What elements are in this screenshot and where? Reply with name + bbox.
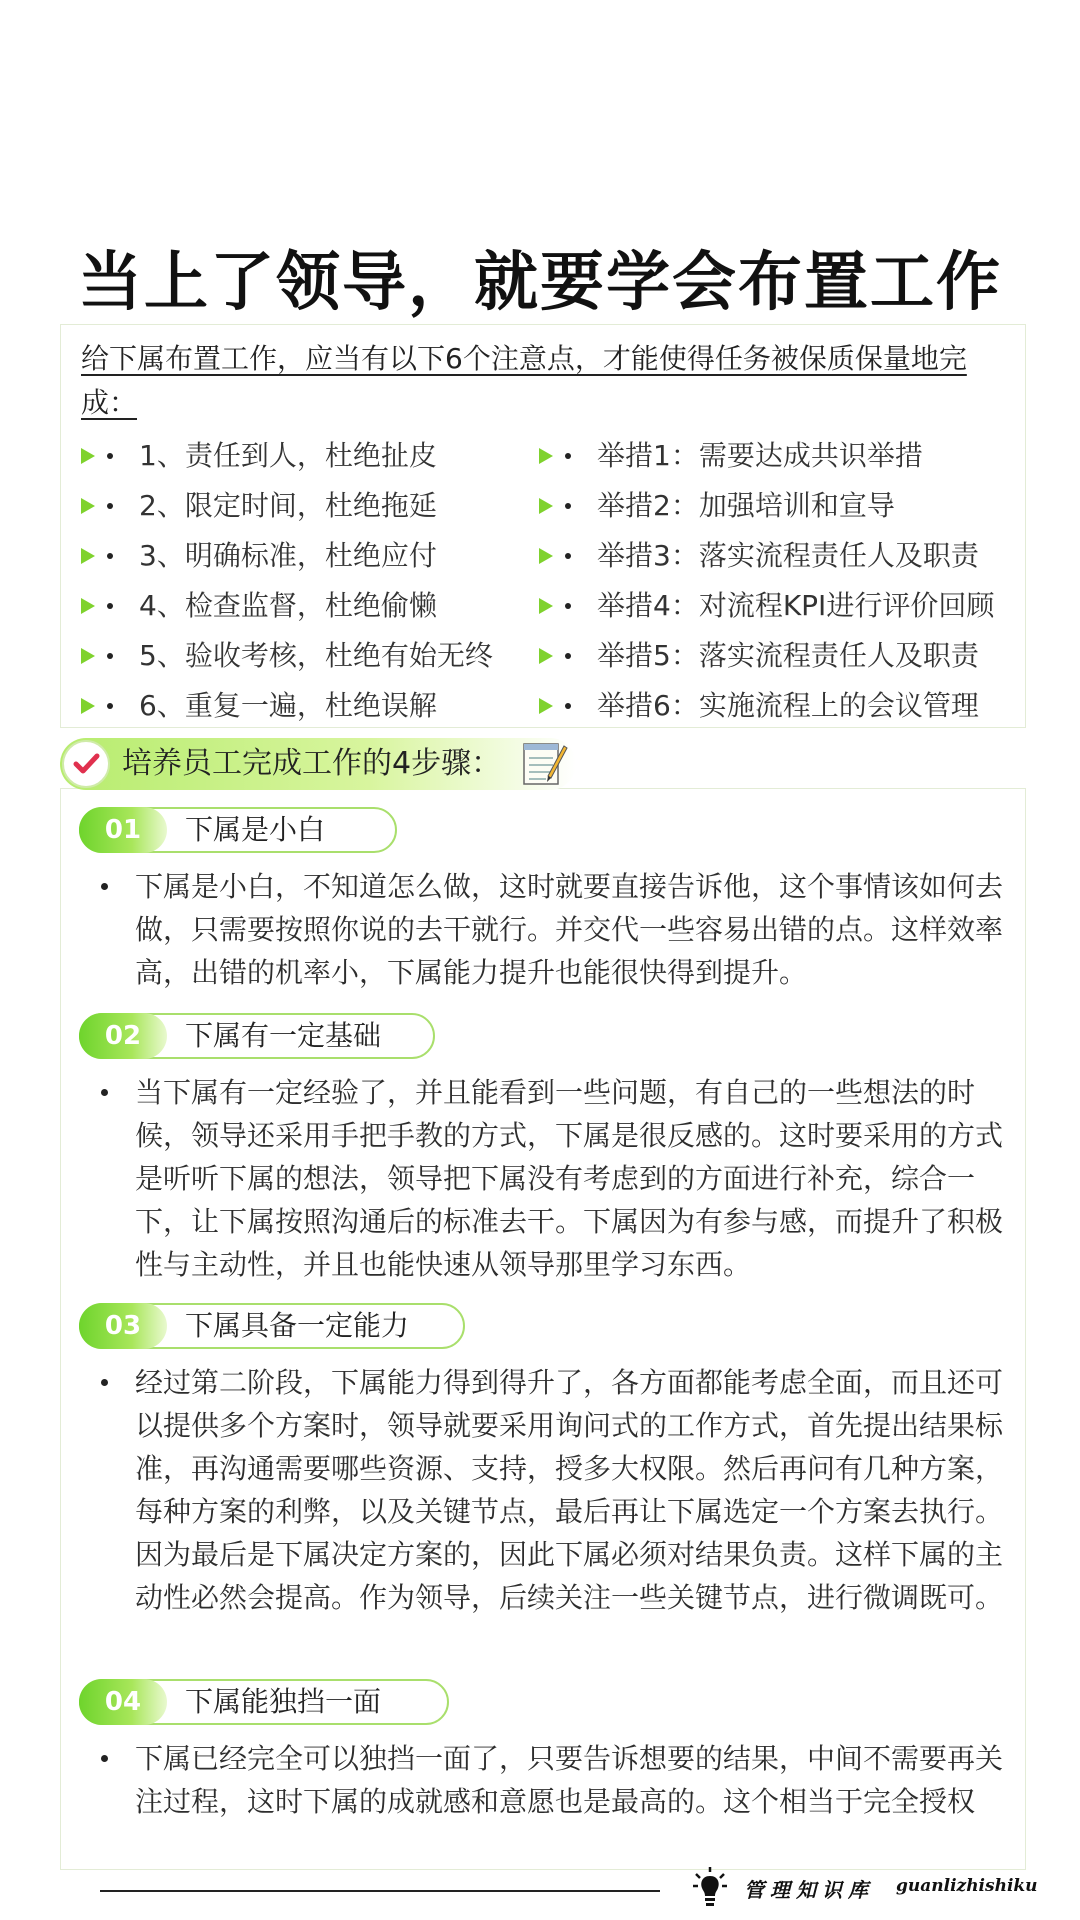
triangle-bullet-icon <box>81 498 95 514</box>
dot-bullet-icon <box>107 503 113 509</box>
triangle-bullet-icon <box>539 548 553 564</box>
triangle-bullet-icon <box>539 448 553 464</box>
triangle-bullet-icon <box>539 648 553 664</box>
list-item: 举措1：需要达成共识举措 <box>539 431 994 481</box>
triangle-bullet-icon <box>539 598 553 614</box>
list-item: 5、验收考核，杜绝有始无终 <box>81 631 493 681</box>
step-badge <box>79 1303 465 1349</box>
section-title: 培养员工完成工作的4步骤： <box>122 746 502 781</box>
list-item: 举措2：加强培训和宣导 <box>539 481 994 531</box>
brand-name: 管理知识库 <box>744 1878 874 1902</box>
step-paragraph: 经过第二阶段，下属能力得到得升了，各方面都能考虑全面，而且还可以提供多个方案时，领导就要采用询问式的工作方式，首先提出结果标准，再沟通需要哪些资源、支持，授多大权限。然后再问有几种方案，每种方案的利弊，以及关键节点，最后再让下属选定一个方案去执行。因为最后是下属决定方案的，因此下属必须对结果负责。这样下属的主动性必然会提高。作为领导，后续关注一些关键节点，进行微调既可。 <box>79 1361 1009 1619</box>
triangle-bullet-icon <box>81 548 95 564</box>
step-paragraph: 下属是小白，不知道怎么做，这时就要直接告诉他，这个事情该如何去做，只需要按照你说的去干就行。并交代一些容易出错的点。这样效率高，出错的机率小，下属能力提升也能很快得到提升。 <box>79 865 1009 994</box>
dot-bullet-icon <box>565 453 571 459</box>
step-number: 04 <box>79 1679 167 1725</box>
step-header <box>79 1303 465 1349</box>
step-paragraph: 当下属有一定经验了，并且能看到一些问题，有自己的一些想法的时候，领导还采用手把手教的方式，下属是很反感的。这时要采用的方式是听听下属的想法，领导把下属没有考虑到的方面进行补充，综合一下，让下属按照沟通后的标准去干。下属因为有参与感，而提升了积极性与主动性，并且也能快速从领导那里学习东西。 <box>79 1071 1009 1286</box>
list-item: 举措4：对流程KPI进行评价回顾 <box>539 581 994 631</box>
triangle-bullet-icon <box>81 698 95 714</box>
dot-bullet-icon <box>101 1089 108 1096</box>
dot-bullet-icon <box>101 883 108 890</box>
list-item: 3、明确标准，杜绝应付 <box>81 531 493 581</box>
check-icon <box>62 740 110 788</box>
list-item: 4、检查监督，杜绝偷懒 <box>81 581 493 631</box>
triangle-bullet-icon <box>81 598 95 614</box>
list-item: 2、限定时间，杜绝拖延 <box>81 481 493 531</box>
dot-bullet-icon <box>107 653 113 659</box>
attention-points-box <box>60 324 1026 728</box>
triangle-bullet-icon <box>81 448 95 464</box>
step-header <box>79 807 397 853</box>
triangle-bullet-icon <box>539 698 553 714</box>
page-title: 当上了领导，就要学会布置工作 <box>78 246 1002 320</box>
list-item: 举措3：落实流程责任人及职责 <box>539 531 994 581</box>
triangle-bullet-icon <box>81 648 95 664</box>
step-number: 01 <box>79 807 167 853</box>
list-item: 1、责任到人，杜绝扯皮 <box>81 431 493 481</box>
footer-divider <box>100 1890 660 1892</box>
list-item: 举措6：实施流程上的会议管理 <box>539 681 994 731</box>
dot-bullet-icon <box>107 553 113 559</box>
step-header <box>79 1679 449 1725</box>
steps-box <box>60 788 1026 1870</box>
step-title: 下属具备一定能力 <box>185 1309 410 1342</box>
brand-pinyin: guanlizhishiku <box>896 1876 1038 1896</box>
step-title: 下属能独挡一面 <box>185 1685 382 1718</box>
notepad-icon <box>518 738 568 792</box>
triangle-bullet-icon <box>539 498 553 514</box>
dot-bullet-icon <box>101 1755 108 1762</box>
step-number: 03 <box>79 1303 167 1349</box>
step-number: 02 <box>79 1013 167 1059</box>
step-title: 下属是小白 <box>185 813 326 846</box>
step-badge <box>79 1013 435 1059</box>
step-badge <box>79 1679 449 1725</box>
points-right-list <box>539 431 994 731</box>
step-badge <box>79 807 397 853</box>
dot-bullet-icon <box>107 603 113 609</box>
step-paragraph: 下属已经完全可以独挡一面了，只要告诉想要的结果，中间不需要再关注过程，这时下属的成就感和意愿也是最高的。这个相当于完全授权 <box>79 1737 1009 1823</box>
intro-text: 给下属布置工作，应当有以下6个注意点，才能使得任务被保质保量地完成： <box>81 342 967 419</box>
list-item: 举措5：落实流程责任人及职责 <box>539 631 994 681</box>
dot-bullet-icon <box>107 703 113 709</box>
section-header <box>60 738 576 790</box>
step-header <box>79 1013 435 1059</box>
points-left-list <box>81 431 493 731</box>
list-item: 6、重复一遍，杜绝误解 <box>81 681 493 731</box>
dot-bullet-icon <box>101 1379 108 1386</box>
dot-bullet-icon <box>565 603 571 609</box>
dot-bullet-icon <box>565 703 571 709</box>
dot-bullet-icon <box>565 553 571 559</box>
lightbulb-icon <box>692 1866 728 1914</box>
dot-bullet-icon <box>565 503 571 509</box>
step-title: 下属有一定基础 <box>185 1019 382 1052</box>
dot-bullet-icon <box>565 653 571 659</box>
dot-bullet-icon <box>107 453 113 459</box>
